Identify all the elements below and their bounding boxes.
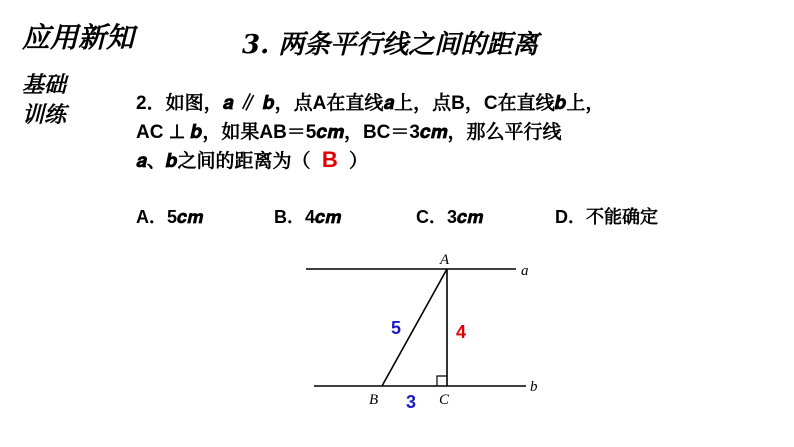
- section-title: 应用新知: [22, 21, 135, 54]
- option-c: C．3𝒄𝒎: [416, 207, 484, 227]
- label-point-b: B: [369, 392, 379, 408]
- length-ac: 4: [456, 322, 467, 342]
- label-line-a: a: [521, 263, 529, 279]
- question-line-3-text: 𝒂、𝒃之间的距离为（: [136, 151, 311, 172]
- sidebar-line-2: 训练: [22, 102, 67, 128]
- label-point-c: C: [439, 392, 450, 408]
- sidebar-line-1: 基础: [22, 72, 67, 98]
- length-bc: 3: [406, 392, 417, 412]
- page-title: 3. 两条平行线之间的距离: [242, 30, 539, 60]
- length-ab: 5: [391, 318, 402, 338]
- option-d: D．不能确定: [555, 207, 658, 227]
- question-line-1: 2．如图，𝒂 ∥ 𝒃，点A在直线𝒂上，点B，C在直线𝒃上，: [136, 93, 605, 114]
- question-line-3-close: ）: [349, 151, 369, 172]
- answer-mark: B: [321, 147, 338, 172]
- question-line-2: AC ⊥ 𝒃，如果AB＝5𝒄𝒎，BC＝3𝒄𝒎，那么平行线: [136, 122, 562, 143]
- label-point-a: A: [440, 252, 450, 268]
- label-line-b: b: [530, 379, 538, 395]
- right-angle-mark: [437, 376, 447, 386]
- option-a: A．5𝒄𝒎: [136, 207, 204, 227]
- option-b: B．4𝒄𝒎: [274, 207, 342, 227]
